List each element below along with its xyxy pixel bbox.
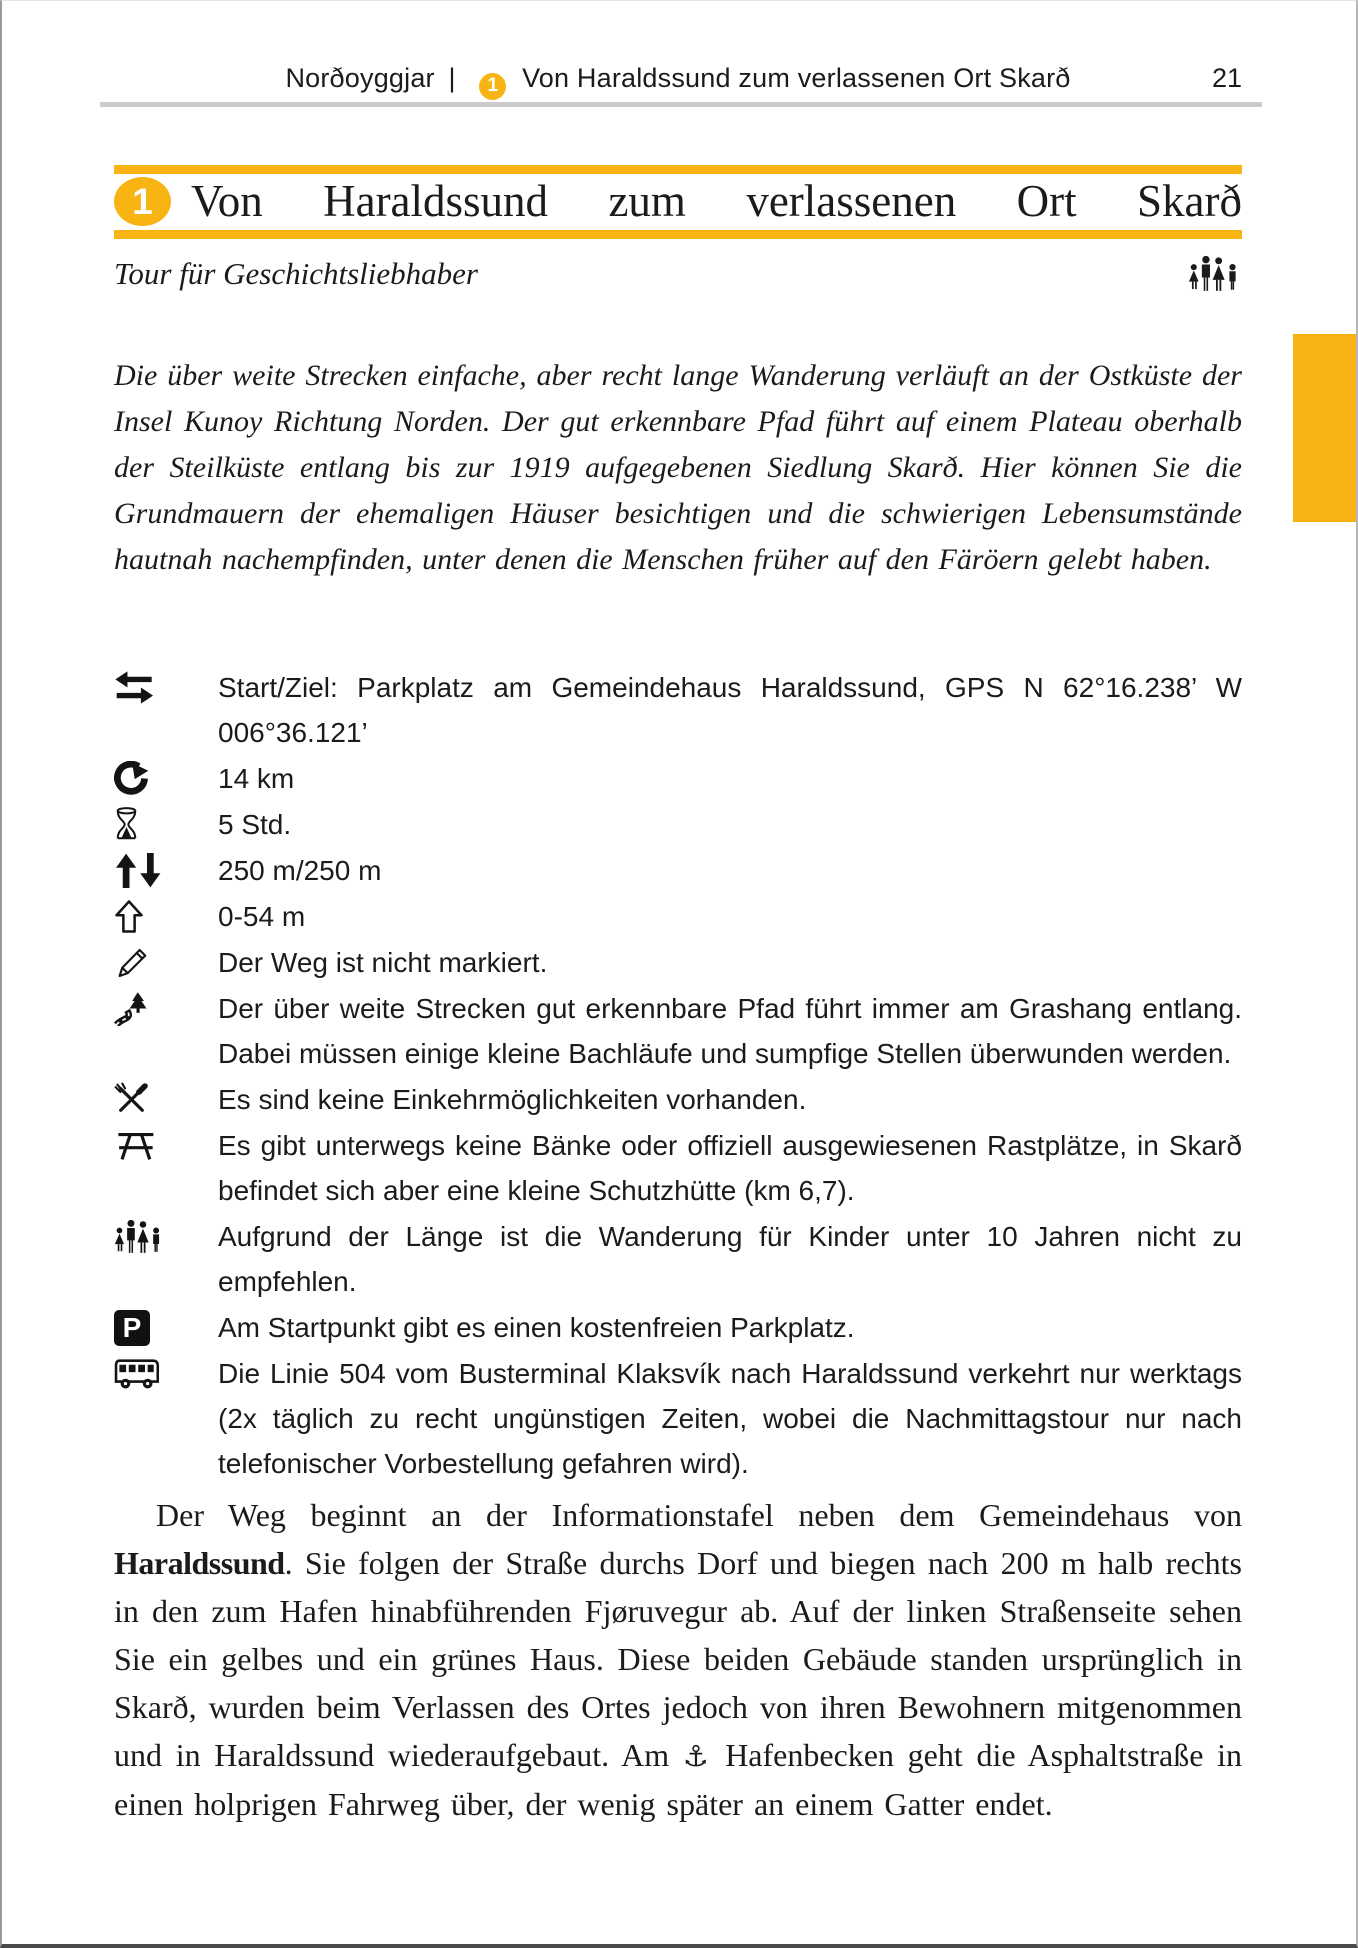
title-block — [114, 165, 1242, 239]
tour-fact-row — [114, 894, 1242, 939]
tour-fact-text: 14 km — [218, 763, 295, 794]
tour-fact-text: Am Startpunkt gibt es einen kostenfreien Parkplatz. — [218, 1312, 855, 1343]
title-bottom-bar — [114, 230, 1242, 239]
bus-icon — [114, 1351, 218, 1391]
tour-fact-text: 0-54 m — [218, 901, 306, 932]
tour-fact-text: Aufgrund der Länge ist die Wanderung für Kinder unter 10 Jahren nicht zu empfehlen. — [218, 1221, 1242, 1297]
tour-number-badge-icon: 1 — [479, 73, 506, 100]
trail-icon — [114, 986, 218, 1026]
picnic-table-icon — [114, 1123, 218, 1163]
tour-fact-row — [114, 940, 1242, 985]
title-top-bar — [114, 165, 1242, 174]
tour-fact-row — [114, 756, 1242, 801]
tour-subtitle: Tour für Geschichtsliebhaber — [114, 255, 478, 291]
tour-fact-text: Die Linie 504 vom Busterminal Klaksvík nach Haraldssund verkehrt nur werktags (2x täglich zu recht ungünstigen Zeiten, wobei die Nachmittagstour nur nach telefonischer Vorbestellung gefahren wird). — [218, 1358, 1242, 1479]
running-header — [114, 63, 1242, 100]
body-text-start: Der Weg beginnt an der Informationstafel neben dem Gemeindehaus von — [156, 1497, 1242, 1533]
intro-paragraph: Die über weite Strecken einfache, aber recht lange Wanderung verläuft an der Ostküste der Insel Kunoy Richtung Norden. Der gut erkennbare Pfad führt auf einem Plateau oberhalb der Steilküste entlang bis zur 1919 aufgegebenen Siedlung Skarð. Hier können Sie die Grundmauern der ehemaligen Häuser besichtigen und die schwierigen Lebensumstände hautnah nachempfinden, unter denen die Menschen früher auf den Färöern gelebt haben. — [114, 359, 1242, 576]
page-number: 21 — [1211, 63, 1242, 93]
header-tour-title: Von Haraldssund zum verlassenen Ort Skarð — [522, 63, 1071, 93]
altitude-arrow-icon — [114, 894, 218, 934]
header-rule — [100, 102, 1262, 107]
pencil-icon — [114, 940, 218, 980]
tour-fact-text: Start/Ziel: Parkplatz am Gemeindehaus Haraldssund, GPS N 62°16.238’ W 006°36.121’ — [218, 672, 1242, 748]
tour-fact-text: 5 Std. — [218, 809, 292, 840]
transfer-arrows-icon — [114, 665, 218, 705]
tour-fact-row — [114, 986, 1242, 1076]
hourglass-icon — [114, 802, 218, 842]
tour-fact-row — [114, 1123, 1242, 1213]
family-icon — [114, 1214, 218, 1254]
tour-facts-list — [114, 665, 1242, 1487]
tour-fact-text: Es sind keine Einkehrmöglichkeiten vorhanden. — [218, 1084, 807, 1115]
body-text-end: Hafenbecken geht die Asphaltstraße in einen holprigen Fahrweg über, der wenig später an einem Gatter endet. — [114, 1737, 1243, 1822]
tour-fact-row — [114, 1077, 1242, 1122]
family-icon — [1188, 255, 1242, 292]
parking-icon: P — [114, 1305, 218, 1346]
tour-fact-row — [114, 848, 1242, 893]
tour-fact-row — [114, 1214, 1242, 1304]
tour-fact-row — [114, 665, 1242, 755]
ascent-descent-arrows-icon — [114, 848, 218, 888]
tour-fact-text: Es gibt unterwegs keine Bänke oder offiziell ausgewiesenen Rastplätze, in Skarð befindet sich aber eine kleine Schutzhütte (km 6,7). — [218, 1130, 1242, 1206]
tour-fact-text: Der über weite Strecken gut erkennbare Pfad führt immer am Grashang entlang. Dabei müssen einige kleine Bachläufe und sumpfige Stellen überwunden werden. — [218, 993, 1242, 1069]
body-paragraph — [114, 1491, 1242, 1828]
header-separator: | — [448, 63, 456, 93]
body-text-middle: . Sie folgen der Straße durchs Dorf und biegen nach 200 m halb rechts in den zum Hafen hinabführenden Fjøruvegur ab. Auf der linken Straßenseite sehen Sie ein gelbes und ein grünes Haus. Diese beiden Gebäude standen ursprünglich in Skarð, wurden beim Verlassen des Ortes jedoch von ihren Bewohnern mitgenommen und in Haraldssund wiederaufgebaut. Am — [114, 1545, 1242, 1773]
chapter-side-tab — [1293, 334, 1356, 522]
loop-route-icon — [114, 756, 218, 796]
tour-fact-row — [114, 1351, 1242, 1486]
page-title: Von Haraldssund zum verlassenen Ort Skarð — [191, 175, 1242, 226]
tour-fact-text: Der Weg ist nicht markiert. — [218, 947, 548, 978]
cutlery-icon — [114, 1077, 218, 1117]
anchor-icon: ⚓ — [682, 1739, 712, 1773]
header-region-label: Norðoyggjar — [285, 63, 435, 93]
tour-fact-row — [114, 802, 1242, 847]
tour-fact-text: 250 m/250 m — [218, 855, 382, 886]
tour-number-badge-icon: 1 — [114, 177, 171, 226]
subtitle-row — [114, 255, 1242, 292]
place-name-bold: Haraldssund — [114, 1545, 285, 1581]
header-breadcrumb — [114, 63, 1242, 100]
tour-fact-row — [114, 1305, 1242, 1350]
